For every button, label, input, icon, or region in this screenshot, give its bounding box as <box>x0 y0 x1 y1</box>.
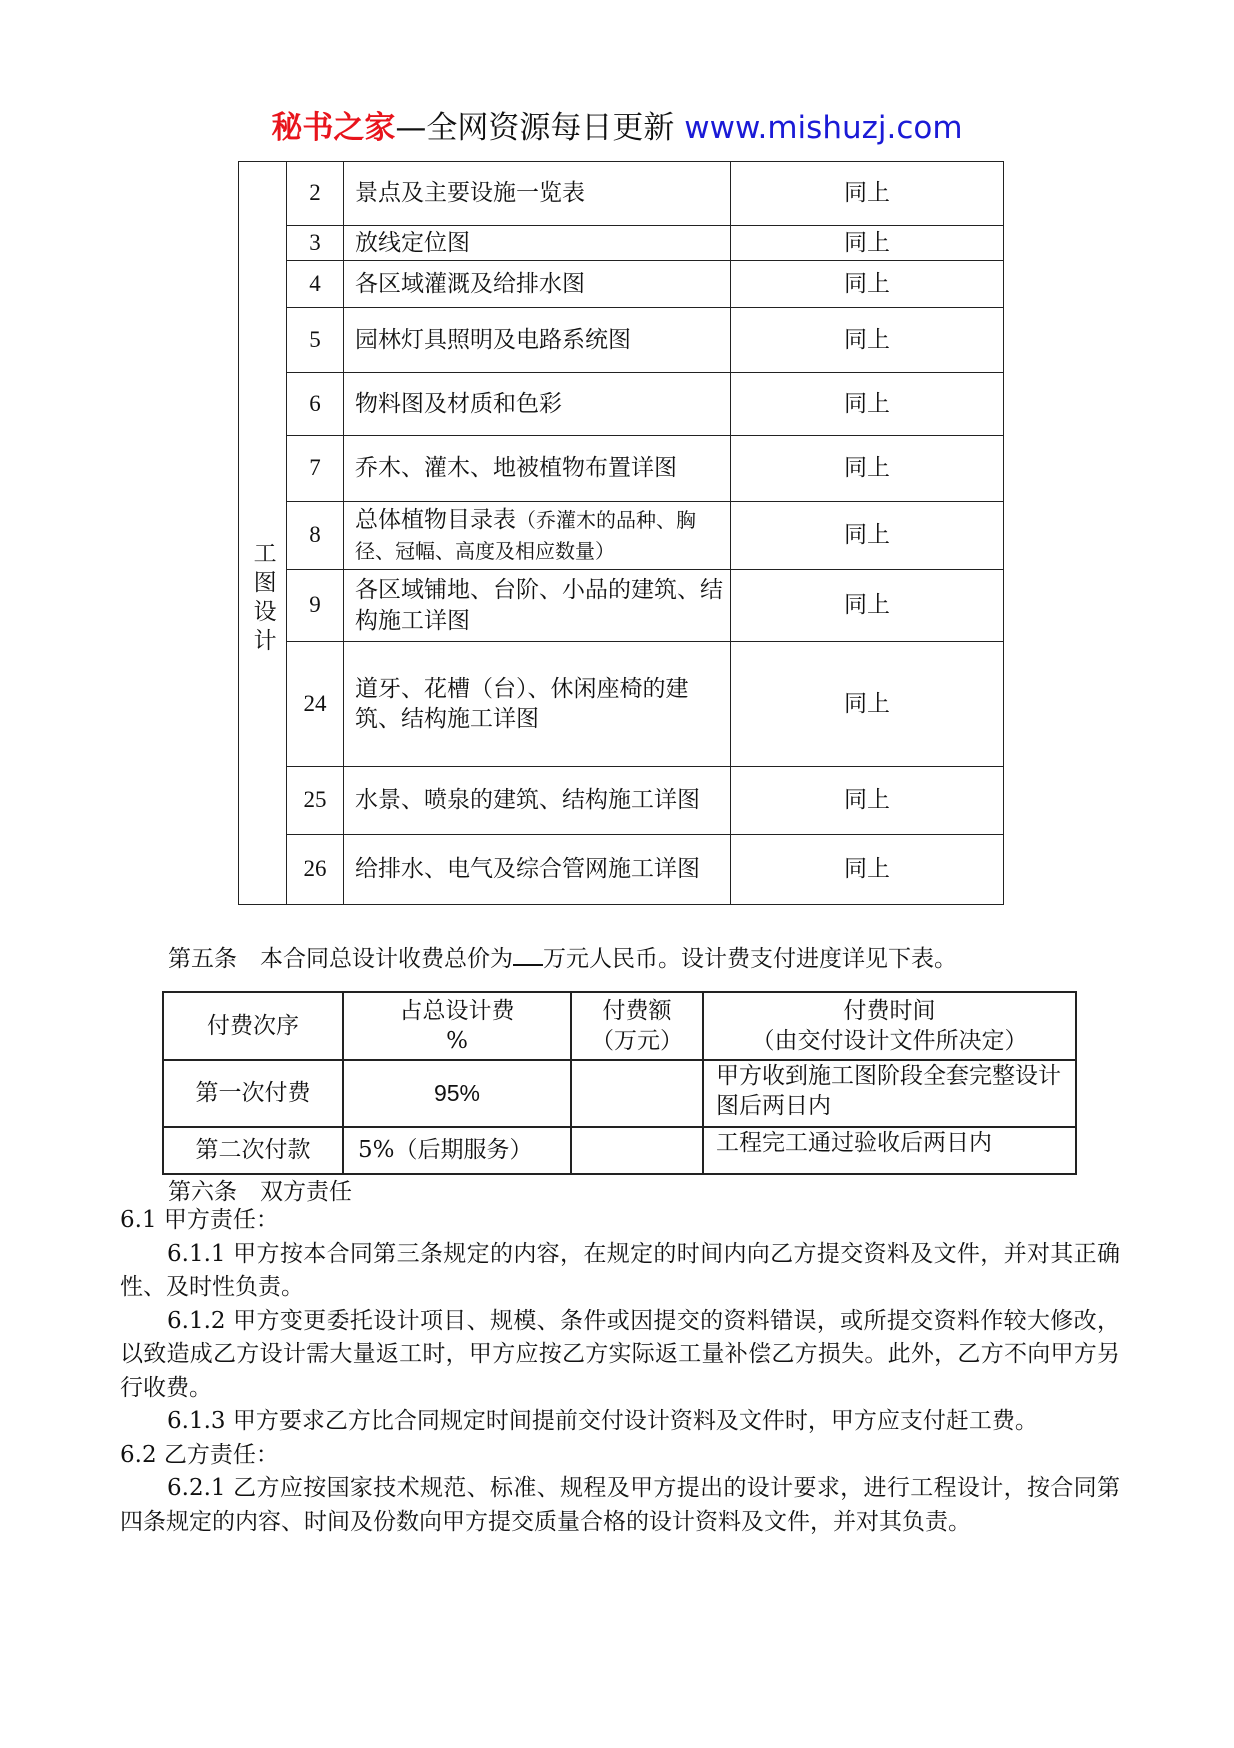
payment-percent: 5%（后期服务） <box>343 1127 571 1174</box>
item-name: 乔木、灌木、地被植物布置详图 <box>344 436 731 502</box>
row-number: 9 <box>287 570 344 642</box>
article-5 <box>168 940 957 973</box>
article-5-text-before: 第五条 本合同总设计收费总价为 <box>168 946 513 972</box>
row-number: 7 <box>287 436 344 502</box>
clause-6-1-2: 6.1.2 甲方变更委托设计项目、规模、条件或因提交的资料错误，或所提交资料作较大修改，以致造成乙方设计需大量返工时，甲方应按乙方实际返工量补偿乙方损失。此外，乙方不向甲方另行收费。 <box>120 1307 1120 1401</box>
item-name: 各区域铺地、台阶、小品的建筑、结构施工详图 <box>344 570 731 642</box>
row-number: 26 <box>287 835 344 905</box>
item-name: 物料图及材质和色彩 <box>344 373 731 436</box>
item-name: 水景、喷泉的建筑、结构施工详图 <box>344 767 731 835</box>
header-percent-line1: 占总设计费 <box>399 997 515 1024</box>
table-row <box>239 226 1004 261</box>
payment-order: 第一次付费 <box>163 1060 343 1127</box>
item-note: 同上 <box>731 226 1004 261</box>
payment-amount <box>571 1127 703 1174</box>
header-time <box>703 992 1076 1060</box>
payment-schedule-table <box>162 991 1077 1175</box>
section-6-2-heading: 6.2 乙方责任： <box>120 1441 279 1468</box>
table-row <box>239 308 1004 373</box>
header-percent-line2: % <box>446 1028 468 1054</box>
section-6-1-heading: 6.1 甲方责任： <box>120 1207 279 1233</box>
article-6-body <box>120 1204 1120 1539</box>
item-name <box>344 502 731 570</box>
item-note: 同上 <box>731 642 1004 767</box>
item-name: 园林灯具照明及电路系统图 <box>344 308 731 373</box>
design-deliverables-table <box>238 161 1004 905</box>
table-row <box>163 1127 1076 1174</box>
table-row <box>239 570 1004 642</box>
item-note: 同上 <box>731 570 1004 642</box>
table-row <box>239 373 1004 436</box>
table-row <box>239 642 1004 767</box>
table-row <box>163 1060 1076 1127</box>
payment-amount <box>571 1060 703 1127</box>
site-url[interactable]: www.mishuzj.com <box>684 110 963 146</box>
item-note: 同上 <box>731 308 1004 373</box>
banner-slogan: —全网资源每日更新 <box>395 110 675 146</box>
header-amount-line2: （万元） <box>591 1028 683 1054</box>
item-name: 各区域灌溉及给排水图 <box>344 261 731 308</box>
row-number: 25 <box>287 767 344 835</box>
row-number: 8 <box>287 502 344 570</box>
table-row <box>239 835 1004 905</box>
header-percent <box>343 992 571 1060</box>
payment-time: 甲方收到施工图阶段全套完整设计图后两日内 <box>703 1060 1076 1127</box>
category-label: 工图设计 <box>249 540 276 657</box>
table-row <box>239 436 1004 502</box>
category-cell <box>239 162 287 905</box>
header-time-line2: （由交付设计文件所决定） <box>751 1028 1028 1054</box>
item-name-detail: （乔灌木的品种、胸径、冠幅、高度及相应数量） <box>355 508 696 563</box>
table-row <box>239 261 1004 308</box>
item-note: 同上 <box>731 835 1004 905</box>
item-name: 景点及主要设施一览表 <box>344 162 731 226</box>
row-number: 5 <box>287 308 344 373</box>
article-5-text-after: 万元人民币。设计费支付进度详见下表。 <box>543 946 957 972</box>
site-banner <box>0 102 1234 147</box>
clause-6-2-1: 6.2.1 乙方应按国家技术规范、标准、规程及甲方提出的设计要求，进行工程设计，按合同第四条规定的内容、时间及份数向甲方提交质量合格的设计资料及文件，并对其负责。 <box>120 1475 1120 1535</box>
table-row <box>239 162 1004 226</box>
row-number: 24 <box>287 642 344 767</box>
header-amount <box>571 992 703 1060</box>
clause-6-1-3: 6.1.3 甲方要求乙方比合同规定时间提前交付设计资料及文件时，甲方应支付赶工费。 <box>167 1408 1038 1434</box>
header-amount-line1: 付费额 <box>602 997 672 1024</box>
item-name-main: 总体植物目录表 <box>355 507 516 534</box>
header-time-line1: 付费时间 <box>843 997 936 1024</box>
row-number: 6 <box>287 373 344 436</box>
clause-6-1-1: 6.1.1 甲方按本合同第三条规定的内容，在规定的时间内向乙方提交资料及文件，并对其正确性、及时性负责。 <box>120 1240 1120 1300</box>
payment-time: 工程完工通过验收后两日内 <box>703 1127 1076 1174</box>
item-note: 同上 <box>731 261 1004 308</box>
fee-blank <box>513 946 543 966</box>
item-note: 同上 <box>731 436 1004 502</box>
payment-percent: 95% <box>343 1060 571 1127</box>
article-6-title: 第六条 双方责任 <box>168 1179 352 1205</box>
item-name: 给排水、电气及综合管网施工详图 <box>344 835 731 905</box>
row-number: 4 <box>287 261 344 308</box>
item-name: 放线定位图 <box>344 226 731 261</box>
row-number: 3 <box>287 226 344 261</box>
table-row <box>239 502 1004 570</box>
item-note: 同上 <box>731 373 1004 436</box>
table-row <box>239 767 1004 835</box>
row-number: 2 <box>287 162 344 226</box>
item-name: 道牙、花槽（台）、休闲座椅的建筑、结构施工详图 <box>344 642 731 767</box>
header-order: 付费次序 <box>163 992 343 1060</box>
item-note: 同上 <box>731 502 1004 570</box>
payment-order: 第二次付款 <box>163 1127 343 1174</box>
item-note: 同上 <box>731 767 1004 835</box>
table-header-row <box>163 992 1076 1060</box>
item-note: 同上 <box>731 162 1004 226</box>
brand-name: 秘书之家 <box>271 110 396 146</box>
